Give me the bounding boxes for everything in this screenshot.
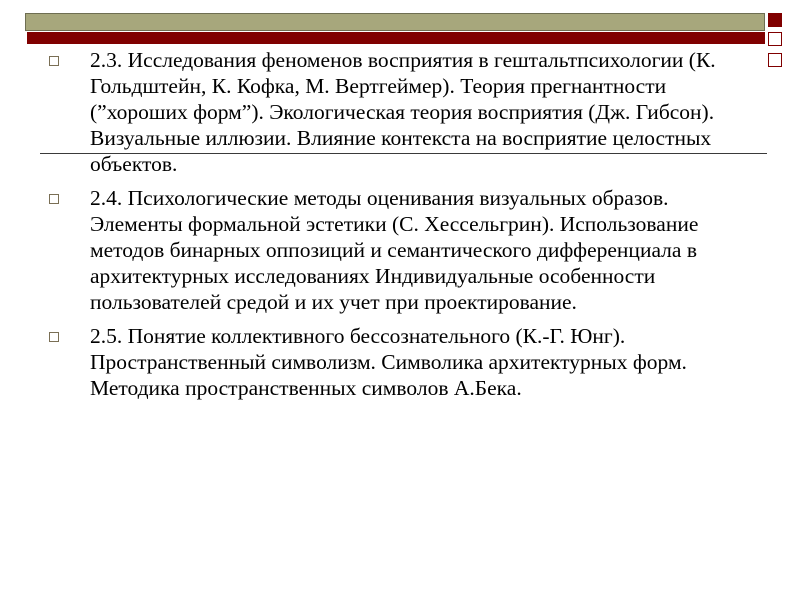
- square-bullet-icon: [49, 332, 59, 342]
- corner-square-outline: [768, 32, 782, 46]
- list-item-text: 2.4. Психологические методы оценивания визуальных образов. Элементы формальной эстетики (С. Хессельгрин). Использование методов бинарных оппозиций и семантического дифференциала в архитектурных исследованиях Индивидуальные особенности пользователей средой и их учет при проектирование.: [90, 186, 699, 314]
- corner-square-filled: [768, 13, 782, 27]
- list-item: [0, 185, 730, 315]
- corner-square-outline-lower: [768, 53, 782, 67]
- bullet-list: [0, 47, 730, 409]
- square-bullet-icon: [49, 56, 59, 66]
- list-item: [0, 323, 730, 401]
- list-item-text: 2.5. Понятие коллективного бессознательного (К.-Г. Юнг). Пространственный символизм. Символика архитектурных форм. Методика пространственных символов А.Бека.: [90, 324, 687, 400]
- list-item-text: 2.3. Исследования феноменов восприятия в гештальтпсихологии (К. Гольдштейн, К. Кофка, М. Вертгеймер). Теория прегнантности (”хороших форм”). Экологическая теория восприятия (Дж. Гибсон). Визуальные иллюзии. Влияние контекста на восприятие целостных объектов.: [90, 48, 716, 176]
- header-accent-bar: [27, 32, 765, 44]
- square-bullet-icon: [49, 194, 59, 204]
- header-band: [25, 13, 765, 31]
- list-item: [0, 47, 730, 177]
